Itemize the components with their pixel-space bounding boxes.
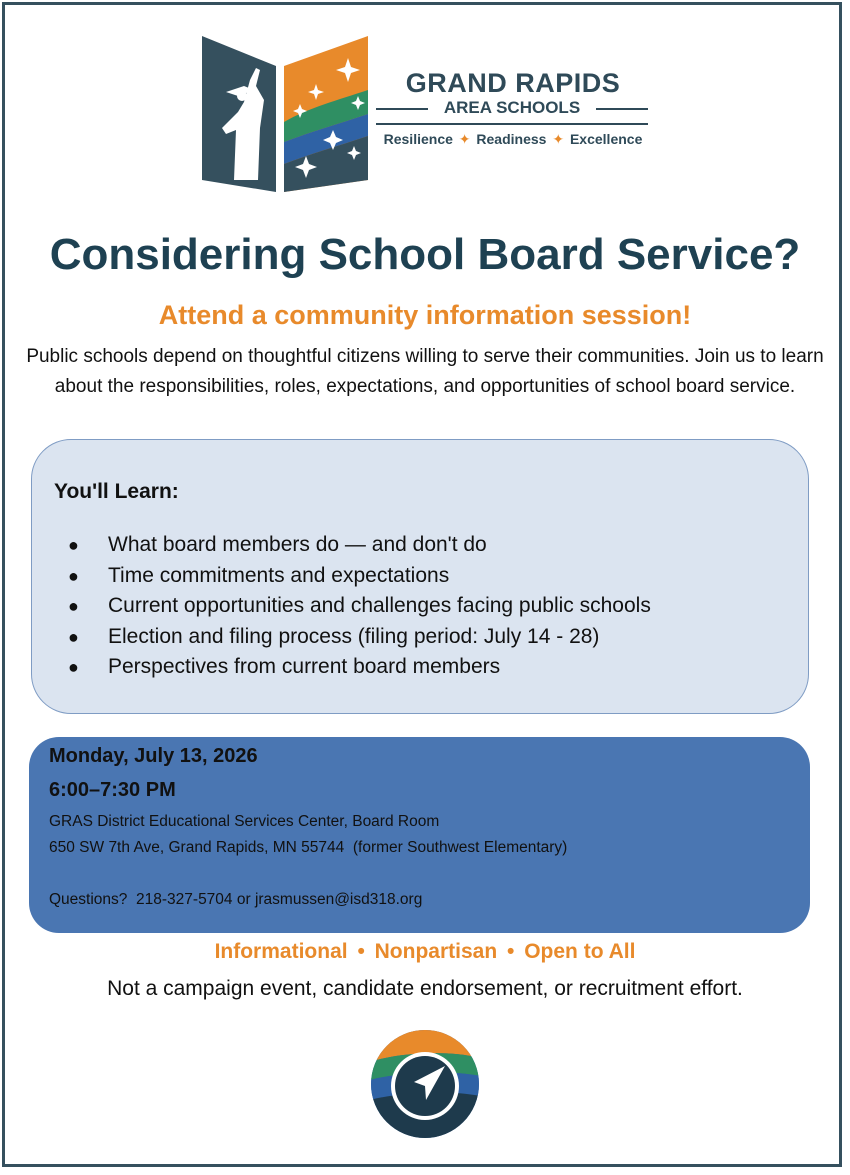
bullet-icon: ●	[68, 626, 79, 647]
tagline-separator: •	[357, 940, 365, 963]
district-logo	[198, 30, 658, 205]
page-subtitle: Attend a community information session!	[158, 300, 692, 330]
logo-tagline-part: Readiness	[476, 131, 547, 147]
event-time: 6:00–7:30 PM	[49, 779, 176, 801]
footer-logo	[370, 1024, 480, 1142]
bullet-icon: ●	[68, 657, 79, 677]
logo-tagline-part: Resilience	[383, 131, 453, 147]
list-item	[68, 561, 651, 592]
learn-list	[68, 530, 651, 683]
book-star-graduate-logo-icon	[198, 30, 378, 205]
compass-arrow-logo-icon	[370, 1024, 480, 1142]
tagline-star-icon: ✦	[458, 131, 471, 147]
tagline-part: Nonpartisan	[374, 940, 498, 963]
bullet-icon: ●	[68, 596, 79, 616]
logo-divider	[376, 123, 648, 125]
event-date: Monday, July 13, 2026	[49, 745, 258, 767]
logo-tagline	[368, 131, 658, 148]
tagline-separator: •	[507, 940, 515, 963]
learn-panel	[31, 439, 809, 714]
list-item-text: Time commitments and expectations	[108, 563, 450, 587]
logo-district-name: GRAND RAPIDS	[405, 68, 621, 98]
event-location: GRAS District Educational Services Center, Board Room	[49, 813, 440, 830]
event-tagline	[0, 940, 850, 964]
page-title: Considering School Board Service?	[49, 230, 801, 279]
list-item	[68, 591, 651, 622]
bullet-icon: ●	[68, 565, 79, 586]
learn-heading: You'll Learn:	[54, 480, 179, 503]
logo-subtitle-group	[376, 98, 648, 120]
logo-tagline-part: Excellence	[569, 131, 643, 147]
logo-subtitle: AREA SCHOOLS	[443, 98, 581, 117]
tagline-part: Informational	[214, 940, 348, 963]
bullet-icon: ●	[68, 535, 79, 555]
disclaimer: Not a campaign event, candidate endorsement, or recruitment effort.	[107, 977, 743, 1000]
event-panel	[29, 737, 810, 933]
event-contact: Questions? 218-327-5704 or jrasmussen@isd318.org	[49, 891, 423, 908]
list-item-text: Election and filing process (filing period: July 14 - 28)	[108, 624, 600, 648]
event-address: 650 SW 7th Ave, Grand Rapids, MN 55744 (former Southwest Elementary)	[49, 839, 568, 856]
intro-paragraph: Public schools depend on thoughtful citizens willing to serve their communities. Join us to learn about the responsibilities, roles, expectations, and opportunities of school board service.	[26, 346, 824, 397]
list-item-text: Perspectives from current board members	[108, 655, 501, 678]
list-item	[68, 530, 651, 561]
list-item-text: What board members do — and don't do	[108, 533, 487, 556]
logo-subtitle-rule-right	[596, 108, 648, 110]
list-item	[68, 652, 651, 683]
list-item	[68, 622, 651, 653]
tagline-part: Open to All	[524, 940, 636, 963]
list-item-text: Current opportunities and challenges facing public schools	[108, 594, 651, 617]
tagline-star-icon: ✦	[552, 131, 565, 147]
